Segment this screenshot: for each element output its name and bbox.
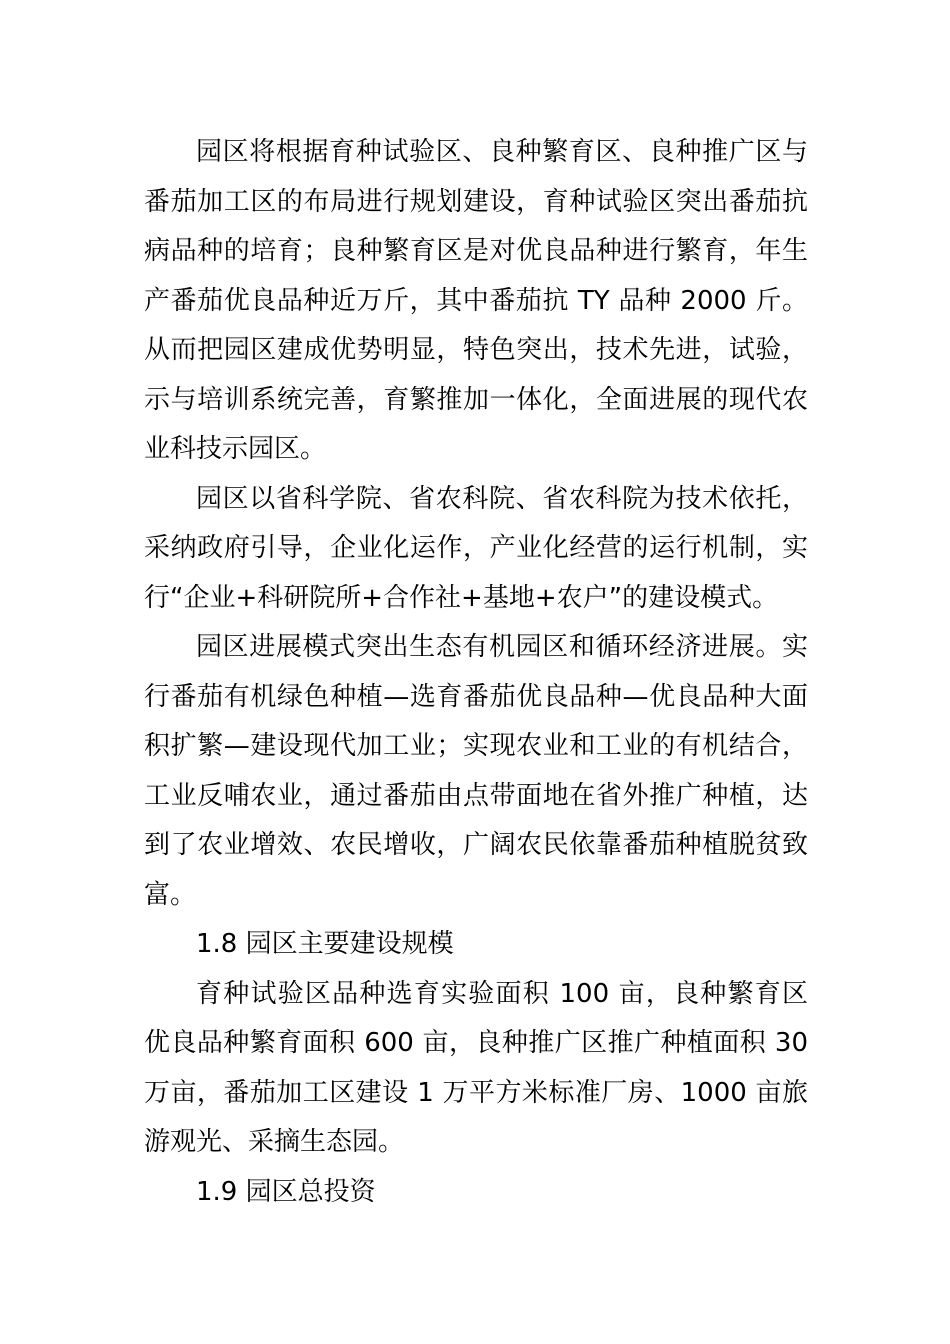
paragraph-technical-support: 园区以省科学院、省农科院、省农科院为技术依托，采纳政府引导，企业化运作，产业化经营的运行机制，实行“企业+科研院所+合作社+基地+农户”的建设模式。 [144, 483, 808, 613]
section-heading-total-investment: 1.9 园区总投资 [196, 1176, 376, 1207]
section-heading-construction-scale: 1.8 园区主要建设规模 [196, 929, 454, 959]
paragraph-construction-scale: 育种试验区品种选育实验面积 100 亩，良种繁育区优良品种繁育面积 600 亩，良种推广区推广种植面积 30 万亩，番茄加工区建设 1 万平方米标准厂房、1000 亩旅游观光、采摘生态园。 [144, 978, 808, 1157]
paragraph-development-model: 园区进展模式突出生态有机园区和循环经济进展。实行番茄有机绿色种植—选育番茄优良品种—优良品种大面积扩繁—建设现代加工业；实现农业和工业的有机结合，工业反哺农业，通过番茄由点带面地在省外推广种植，达到了农业增效、农民增收，广阔农民依靠番茄种植脱贫致富。 [144, 632, 808, 910]
document-body [144, 128, 808, 1217]
paragraph-park-layout: 园区将根据育种试验区、良种繁育区、良种推广区与番茄加工区的布局进行规划建设，育种试验区突出番茄抗病品种的培育；良种繁育区是对优良品种进行繁育，年生产番茄优良品种近万斤，其中番茄抗 TY 品种 2000 斤。从而把园区建成优势明显，特色突出，技术先进，试验，示与培训系统完善，育繁推加一体化，全面进展的现代农业科技示园区。 [144, 137, 808, 464]
